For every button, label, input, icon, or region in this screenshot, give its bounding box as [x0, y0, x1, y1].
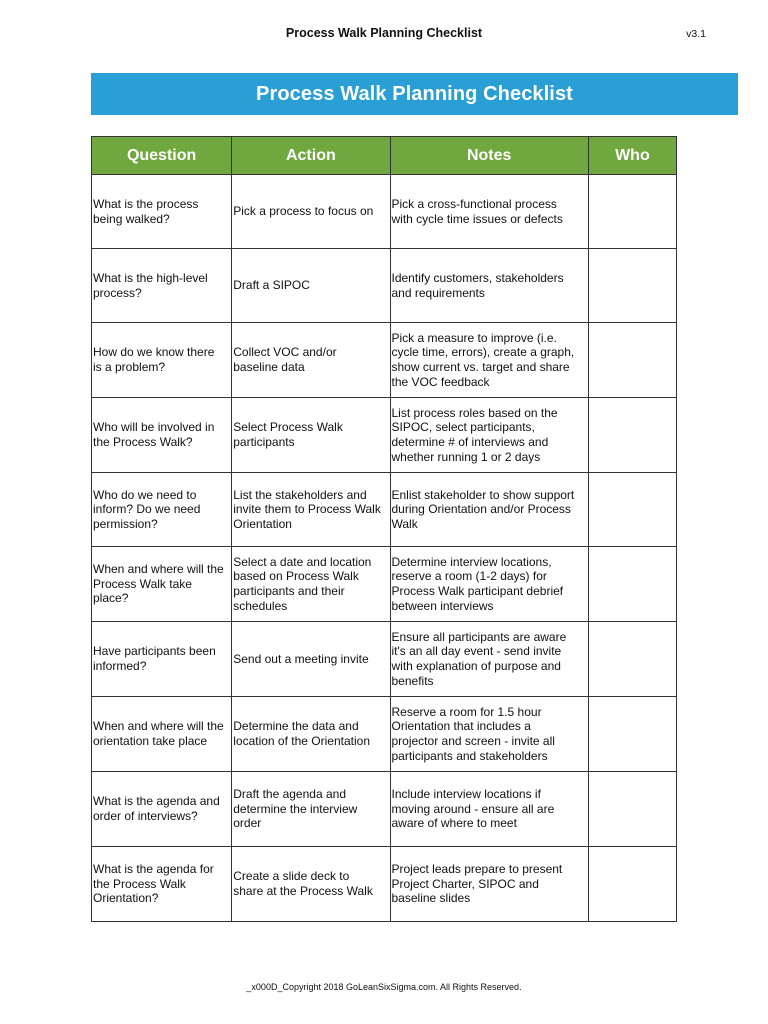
who-cell — [588, 249, 676, 323]
notes-cell: Project leads prepare to present Project Charter, SIPOC and baseline slides — [390, 847, 588, 922]
who-cell — [588, 398, 676, 473]
version-label: v3.1 — [686, 28, 706, 40]
column-header-who: Who — [588, 137, 676, 175]
who-cell — [588, 622, 676, 697]
who-cell — [588, 175, 676, 249]
table-header-row — [92, 137, 677, 175]
notes-cell: Pick a cross-functional process with cycle time issues or defects — [390, 175, 588, 249]
question-cell: What is the agenda for the Process Walk Orientation? — [92, 847, 232, 922]
checklist-banner: Process Walk Planning Checklist — [91, 73, 738, 115]
table-row — [92, 175, 677, 249]
table-row — [92, 473, 677, 547]
action-cell: List the stakeholders and invite them to Process Walk Orientation — [232, 473, 390, 547]
action-cell: Send out a meeting invite — [232, 622, 390, 697]
table-row — [92, 772, 677, 847]
question-cell: What is the agenda and order of interviews? — [92, 772, 232, 847]
action-cell: Draft a SIPOC — [232, 249, 390, 323]
copyright-footer: _x000D_Copyright 2018 GoLeanSixSigma.com. All Rights Reserved. — [246, 982, 522, 992]
notes-cell: Determine interview locations, reserve a room (1-2 days) for Process Walk participant debrief between interviews — [390, 547, 588, 622]
action-cell: Create a slide deck to share at the Process Walk — [232, 847, 390, 922]
notes-cell: List process roles based on the SIPOC, select participants, determine # of interviews and whether running 1 or 2 days — [390, 398, 588, 473]
notes-cell: Pick a measure to improve (i.e. cycle time, errors), create a graph, show current vs. target and share the VOC feedback — [390, 323, 588, 398]
table-row — [92, 323, 677, 398]
who-cell — [588, 847, 676, 922]
action-cell: Select a date and location based on Process Walk participants and their schedules — [232, 547, 390, 622]
question-cell: What is the high-level process? — [92, 249, 232, 323]
action-cell: Select Process Walk participants — [232, 398, 390, 473]
question-cell: Who do we need to inform? Do we need permission? — [92, 473, 232, 547]
question-cell: Have participants been informed? — [92, 622, 232, 697]
checklist-table — [91, 136, 677, 922]
action-cell: Draft the agenda and determine the interview order — [232, 772, 390, 847]
table-row — [92, 249, 677, 323]
action-cell: Pick a process to focus on — [232, 175, 390, 249]
action-cell: Determine the data and location of the Orientation — [232, 697, 390, 772]
table-row — [92, 622, 677, 697]
column-header-action: Action — [232, 137, 390, 175]
table-row — [92, 547, 677, 622]
notes-cell: Include interview locations if moving around - ensure all are aware of where to meet — [390, 772, 588, 847]
who-cell — [588, 473, 676, 547]
question-cell: What is the process being walked? — [92, 175, 232, 249]
page-header — [0, 26, 768, 44]
who-cell — [588, 772, 676, 847]
who-cell — [588, 323, 676, 398]
who-cell — [588, 697, 676, 772]
table-row — [92, 398, 677, 473]
action-cell: Collect VOC and/or baseline data — [232, 323, 390, 398]
table-row — [92, 847, 677, 922]
column-header-question: Question — [92, 137, 232, 175]
question-cell: When and where will the Process Walk take place? — [92, 547, 232, 622]
notes-cell: Reserve a room for 1.5 hour Orientation that includes a projector and screen - invite all participants and stakeholders — [390, 697, 588, 772]
notes-cell: Enlist stakeholder to show support during Orientation and/or Process Walk — [390, 473, 588, 547]
notes-cell: Identify customers, stakeholders and requirements — [390, 249, 588, 323]
question-cell: Who will be involved in the Process Walk? — [92, 398, 232, 473]
table-row — [92, 697, 677, 772]
document-title: Process Walk Planning Checklist — [285, 26, 483, 40]
question-cell: When and where will the orientation take place — [92, 697, 232, 772]
column-header-notes: Notes — [390, 137, 588, 175]
who-cell — [588, 547, 676, 622]
question-cell: How do we know there is a problem? — [92, 323, 232, 398]
notes-cell: Ensure all participants are aware it's an all day event - send invite with explanation of purpose and benefits — [390, 622, 588, 697]
